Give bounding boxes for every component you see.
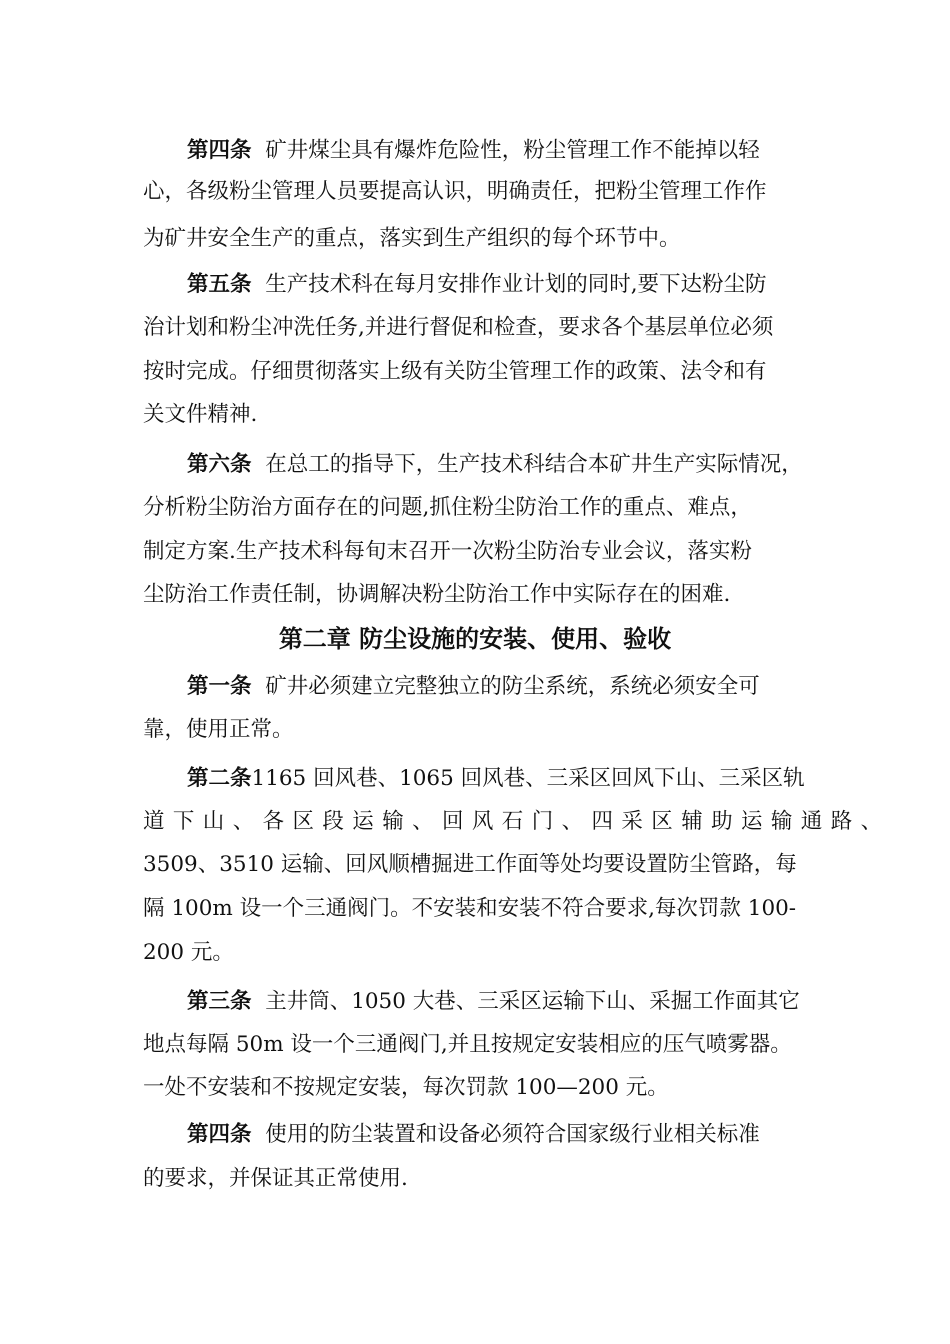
article-6-line-1 — [187, 450, 808, 480]
article-label: 第三条 — [187, 989, 252, 1014]
article-4-line-3: 为矿井安全生产的重点，落实到生产组织的每个环节中。 — [143, 226, 681, 251]
ch2-article-2-line-5: 200 元。 — [143, 940, 234, 965]
article-text: 主井筒、1050 大巷、三采区运输下山、采掘工作面其它 — [265, 989, 800, 1014]
chapter-heading: 第二章 防尘设施的安装、使用、验收 — [278, 624, 672, 653]
article-5-line-1 — [187, 270, 808, 300]
article-text: 在总工的指导下，生产技术科结合本矿井生产实际情况， — [265, 452, 803, 477]
ch2-article-2-line-3: 3509、3510 运输、回风顺槽掘进工作面等处均要设置防尘管路，每 — [143, 852, 797, 877]
article-text: 生产技术科在每月安排作业计划的同时,要下达粉尘防 — [265, 272, 767, 297]
article-label: 第五条 — [187, 272, 252, 297]
article-text: 1165 回风巷、1065 回风巷、三采区回风下山、三采区轨 — [251, 766, 805, 791]
article-label: 第四条 — [187, 138, 252, 163]
article-6-line-2: 分析粉尘防治方面存在的问题,抓住粉尘防治工作的重点、难点， — [143, 495, 752, 520]
ch2-article-1-line-2: 靠，使用正常。 — [143, 717, 294, 742]
article-label: 第一条 — [187, 674, 252, 699]
ch2-article-1-line-1 — [187, 672, 808, 702]
article-label: 第二条 — [187, 766, 252, 791]
ch2-article-4-line-2: 的要求，并保证其正常使用. — [143, 1166, 408, 1191]
ch2-article-3-line-1 — [187, 987, 808, 1017]
ch2-article-2-line-2: 道下山、各区段运输、回风石门、四采区辅助运输通路、 — [143, 809, 891, 834]
ch2-article-3-line-3: 一处不安装和不按规定安装，每次罚款 100—200 元。 — [143, 1075, 669, 1100]
article-label: 第六条 — [187, 452, 252, 477]
article-label: 第四条 — [187, 1122, 252, 1147]
ch2-article-2-line-4: 隔 100m 设一个三通阀门。不安装和安装不符合要求,每次罚款 100- — [143, 896, 797, 921]
article-6-line-3: 制定方案.生产技术科每旬末召开一次粉尘防治专业会议，落实粉 — [143, 539, 752, 564]
article-text: 矿井煤尘具有爆炸危险性，粉尘管理工作不能掉以轻 — [265, 138, 760, 163]
article-5-line-3: 按时完成。仔细贯彻落实上级有关防尘管理工作的政策、法令和有 — [143, 359, 767, 384]
ch2-article-4-line-1 — [187, 1120, 808, 1150]
article-5-line-2: 治计划和粉尘冲洗任务,并进行督促和检查，要求各个基层单位必须 — [143, 315, 774, 340]
article-5-line-4: 关文件精神. — [143, 402, 258, 427]
ch2-article-2-line-1 — [187, 764, 808, 794]
article-text: 矿井必须建立完整独立的防尘系统，系统必须安全可 — [265, 674, 760, 699]
article-text: 使用的防尘装置和设备必须符合国家级行业相关标准 — [265, 1122, 760, 1147]
ch2-article-3-line-2: 地点每隔 50m 设一个三通阀门,并且按规定安装相应的压气喷雾器。 — [143, 1032, 792, 1057]
article-6-line-4: 尘防治工作责任制，协调解决粉尘防治工作中实际存在的困难. — [143, 582, 731, 607]
article-4-line-1 — [187, 136, 808, 166]
article-4-line-2: 心，各级粉尘管理人员要提高认识，明确责任，把粉尘管理工作作 — [143, 179, 767, 204]
